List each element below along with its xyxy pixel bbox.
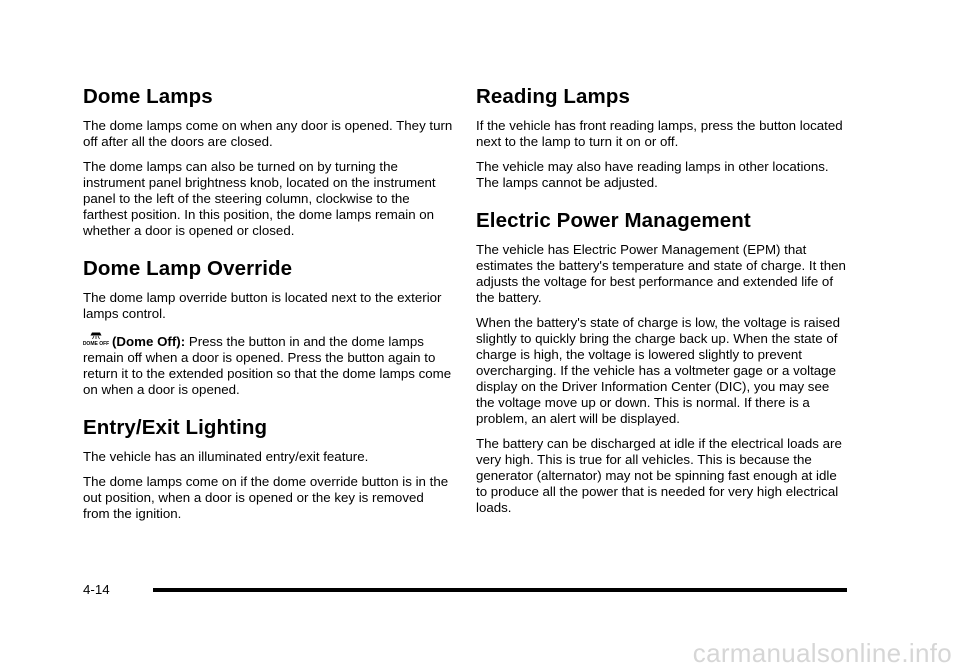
paragraph: The vehicle has Electric Power Management (EPM) that estimates the battery's temperature and state of charge. It then adjusts the voltage for best performance and extended life of the battery. xyxy=(476,242,846,305)
paragraph: The dome lamp override button is located next to the exterior lamps control. xyxy=(83,290,442,321)
page-number: 4-14 xyxy=(83,582,110,597)
paragraph: The dome lamps can also be turned on by turning the instrument panel brightness knob, located on the instrument panel to the left of the steering column, clockwise to the farthest position. In this position, the dome lamps remain on whether a door is opened or closed. xyxy=(83,159,436,238)
footer-rule xyxy=(153,588,847,592)
dome-off-term: (Dome Off): xyxy=(112,334,186,349)
section-reading-lamps xyxy=(476,84,846,191)
dome-off-icon xyxy=(83,331,109,347)
paragraph: The vehicle has an illuminated entry/exit feature. xyxy=(83,449,369,464)
heading-entry-exit-lighting: Entry/Exit Lighting xyxy=(83,416,268,439)
dome-off-description: Press the button in and the dome lamps remain off when a door is opened. Press the button again to return it to the extended position so that the dome lamps come on when a door is opened. xyxy=(83,334,452,397)
dome-off-paragraph xyxy=(83,331,453,398)
paragraph: When the battery's state of charge is low, the voltage is raised slightly to quickly bring the charge back up. When the state of charge is high, the voltage is lowered slightly to prevent overcharging. If the vehicle has a voltmeter gage or a voltage display on the Driver Information Center (DIC), you may see the voltage move up or down. This is normal. If there is a problem, an alert will be displayed. xyxy=(476,315,840,426)
heading-electric-power-management: Electric Power Management xyxy=(476,209,751,232)
paragraph: The battery can be discharged at idle if the electrical loads are very high. This is true for all vehicles. This is because the generator (alternator) may not be spinning fast enough at idle to produce all the power that is needed for very high electrical loads. xyxy=(476,436,842,515)
section-dome-lamps xyxy=(83,84,453,239)
left-column xyxy=(83,84,453,531)
watermark: carmanualsonline.info xyxy=(692,638,952,668)
dome-off-icon-label: DOME OFF xyxy=(83,341,109,347)
section-dome-lamp-override xyxy=(83,256,453,398)
right-column xyxy=(476,84,846,525)
paragraph: The dome lamps come on when any door is opened. They turn off after all the doors are closed. xyxy=(83,118,453,149)
heading-dome-lamps: Dome Lamps xyxy=(83,85,213,108)
heading-reading-lamps: Reading Lamps xyxy=(476,85,630,108)
paragraph: If the vehicle has front reading lamps, press the button located next to the lamp to turn it on or off. xyxy=(476,118,843,149)
paragraph: The vehicle may also have reading lamps in other locations. The lamps cannot be adjusted. xyxy=(476,159,829,190)
section-entry-exit-lighting xyxy=(83,415,453,522)
paragraph: The dome lamps come on if the dome override button is in the out position, when a door is opened or the key is removed from the ignition. xyxy=(83,474,449,521)
heading-dome-lamp-override: Dome Lamp Override xyxy=(83,257,293,280)
section-electric-power-management xyxy=(476,208,846,516)
